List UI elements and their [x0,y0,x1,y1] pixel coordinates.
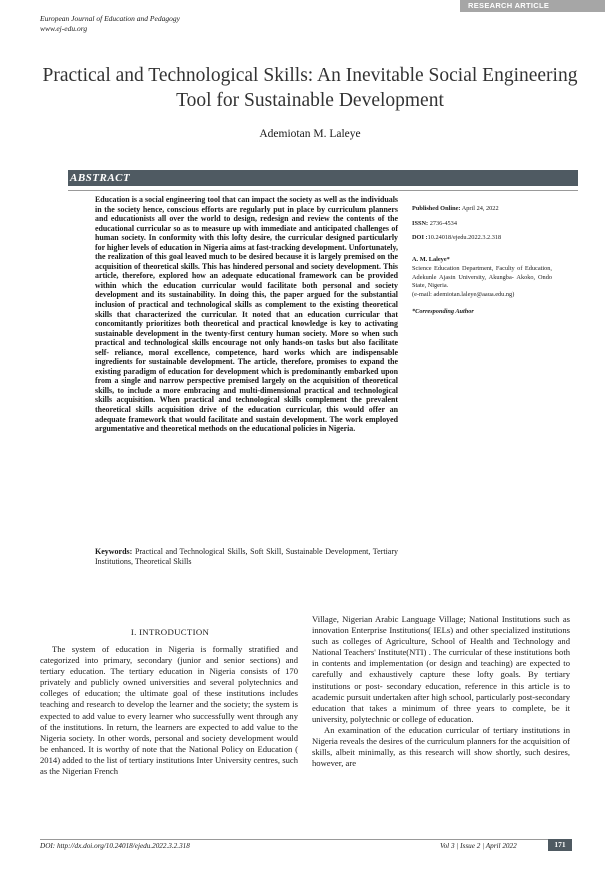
left-column [40,644,298,777]
body-paragraph: Village, Nigerian Arabic Language Village; National Institutions such as innovation Enterprise Institutions( IELs) and other specialized institutions such as colleges of Agriculture, School of Health and Technology and National Teachers' Institute(NTI) . The curricular of these institutions both in contents and implementation (or design and teaching) are expected to carefully and exhaustively capture these lofty goals. By tertiary institutions or post- secondary education, reference in this article is to academic pursuit undertaken after high school, particularly post-secondary education that takes a minimum of three years to complete, be it university, polytechnic or college of education. [312,614,570,724]
keywords-label: Keywords: [95,547,133,556]
doi-info [412,234,552,243]
abstract-banner [68,170,578,186]
issn [412,220,552,229]
footer-divider [40,839,570,840]
abstract-divider [68,190,578,191]
abstract-text: Education is a social engineering tool that can impact the society as well as the individuals in the society hence, conscious efforts are regularly put in place by curriculum planners and educationists all over the world to design, redesign and review the contents of the educational curricular so as to measure up with immediate and anticipated challenges of human society. In conformity with this lofty desire, the curricular designed particularly for higher levels of education in Nigeria aims at fast-tracking development. Unfortunately, the realization of this goal leaved much to be desired because it is largely premised on the acquisition of theoretical skills. This has hindered personal and society development. This article, therefore, explored how an adequate educational framework can be provided within which the education curricular would facilitate both personal and society development and its sustainability. In doing this, the paper argued for the substantial inclusion of practical and technological skills as complement to the existing theoretical skills that characterized the curricular. It noted that an education curricular that concomitantly prioritizes both theoretical and practical knowledge is key to activating sustainable development in the twenty-first century human society. More so when such practical and technological skills encourage not only hands-on tasks but also facilitate self- reliance, moral excellence, competence, hard works which are indispensable ingredients for sustainable development. The article, therefore, promises to expand the existing paradigm of education for development which is predominantly embarked upon from a single and narrow perspective premised largely on the acquisition of theoretical skills, to include a more embracing and multi-dimensional practical and technological skills acquisition. When practical and technological skills complement the prevalent theoretical skills acquisition drive of the education curricular, this would offer an adequate framework that would facilitate and sustain development. The work employed argumentative and theoretical methods on the educational policies in Nigeria. [95,195,398,434]
journal-name: European Journal of Education and Pedagogy [40,14,180,23]
journal-url[interactable]: www.ej-edu.org [40,24,88,33]
journal-header [40,14,180,34]
abstract-heading: ABSTRACT [70,172,131,184]
paper-title: Practical and Technological Skills: An Inevitable Social Engineering Tool for Sustainable Development [42,65,578,111]
published-label: Published Online: [412,205,461,212]
keywords [95,547,398,567]
body-paragraph: The system of education in Nigeria is formally stratified and categorized into primary, secondary (junior and senior sections) and tertiary education. The tertiary education in Nigeria consists of 170 privately and publicly owned universities and several polytechnics and colleges of education; the ultimate goal of these institutions includes teaching and research to develop the learner and the society; the system is expected to add value to every learner who successfully went through any of the institutions. In return, the learners are expected to add value to the Nigeria society. In other words, personal and society development would be enhanced. It is worthy of note that the National Policy on Education ( 2014) added to the list of tertiary institutions Inter University centres, such as the Nigerian French [40,644,298,777]
doi-value[interactable]: 10.24018/ejedu.2022.3.2.318 [427,234,502,242]
published-value: April 24, 2022 [461,205,499,212]
footer-doi[interactable]: DOI: http://dx.doi.org/10.24018/ejedu.2022.3.2.318 [40,842,190,850]
issn-value: 2736-4534 [429,219,457,227]
page-number: 171 [548,839,572,851]
article-info-panel [412,205,552,316]
right-column [312,614,570,769]
author-name: Ademiotan M. Laleye [259,128,361,140]
doi-label: DOI : [412,234,428,242]
section-heading: I. INTRODUCTION [130,627,210,637]
body-paragraph: An examination of the education curricular of tertiary institutions in Nigeria reveals the desires of the curriculum planners for the acquisition of skills, albeit minimally, as this research will show shortly, such desires, however, are [312,724,570,769]
keywords-text: Practical and Technological Skills, Soft Skill, Sustainable Development, Tertiary Institutions, Theoretical Skills [95,547,399,566]
article-type-badge: RESEARCH ARTICLE [460,0,605,12]
corresponding-author-note: *Corresponding Author [412,307,474,315]
author-tag: A. M. Laleye* [412,256,450,264]
author-email[interactable]: (e-mail: ademiotan.laleye@aaua.edu.ng) [412,290,515,298]
published-date [412,205,552,214]
author-affiliation: Science Education Department, Faculty of Education, Adekunle Ajasin University, Akungba- Akoko, Ondo State, Nigeria. [412,264,552,290]
issn-label: ISSN: [412,219,429,227]
footer-volume: Vol 3 | Issue 2 | April 2022 [440,842,517,850]
